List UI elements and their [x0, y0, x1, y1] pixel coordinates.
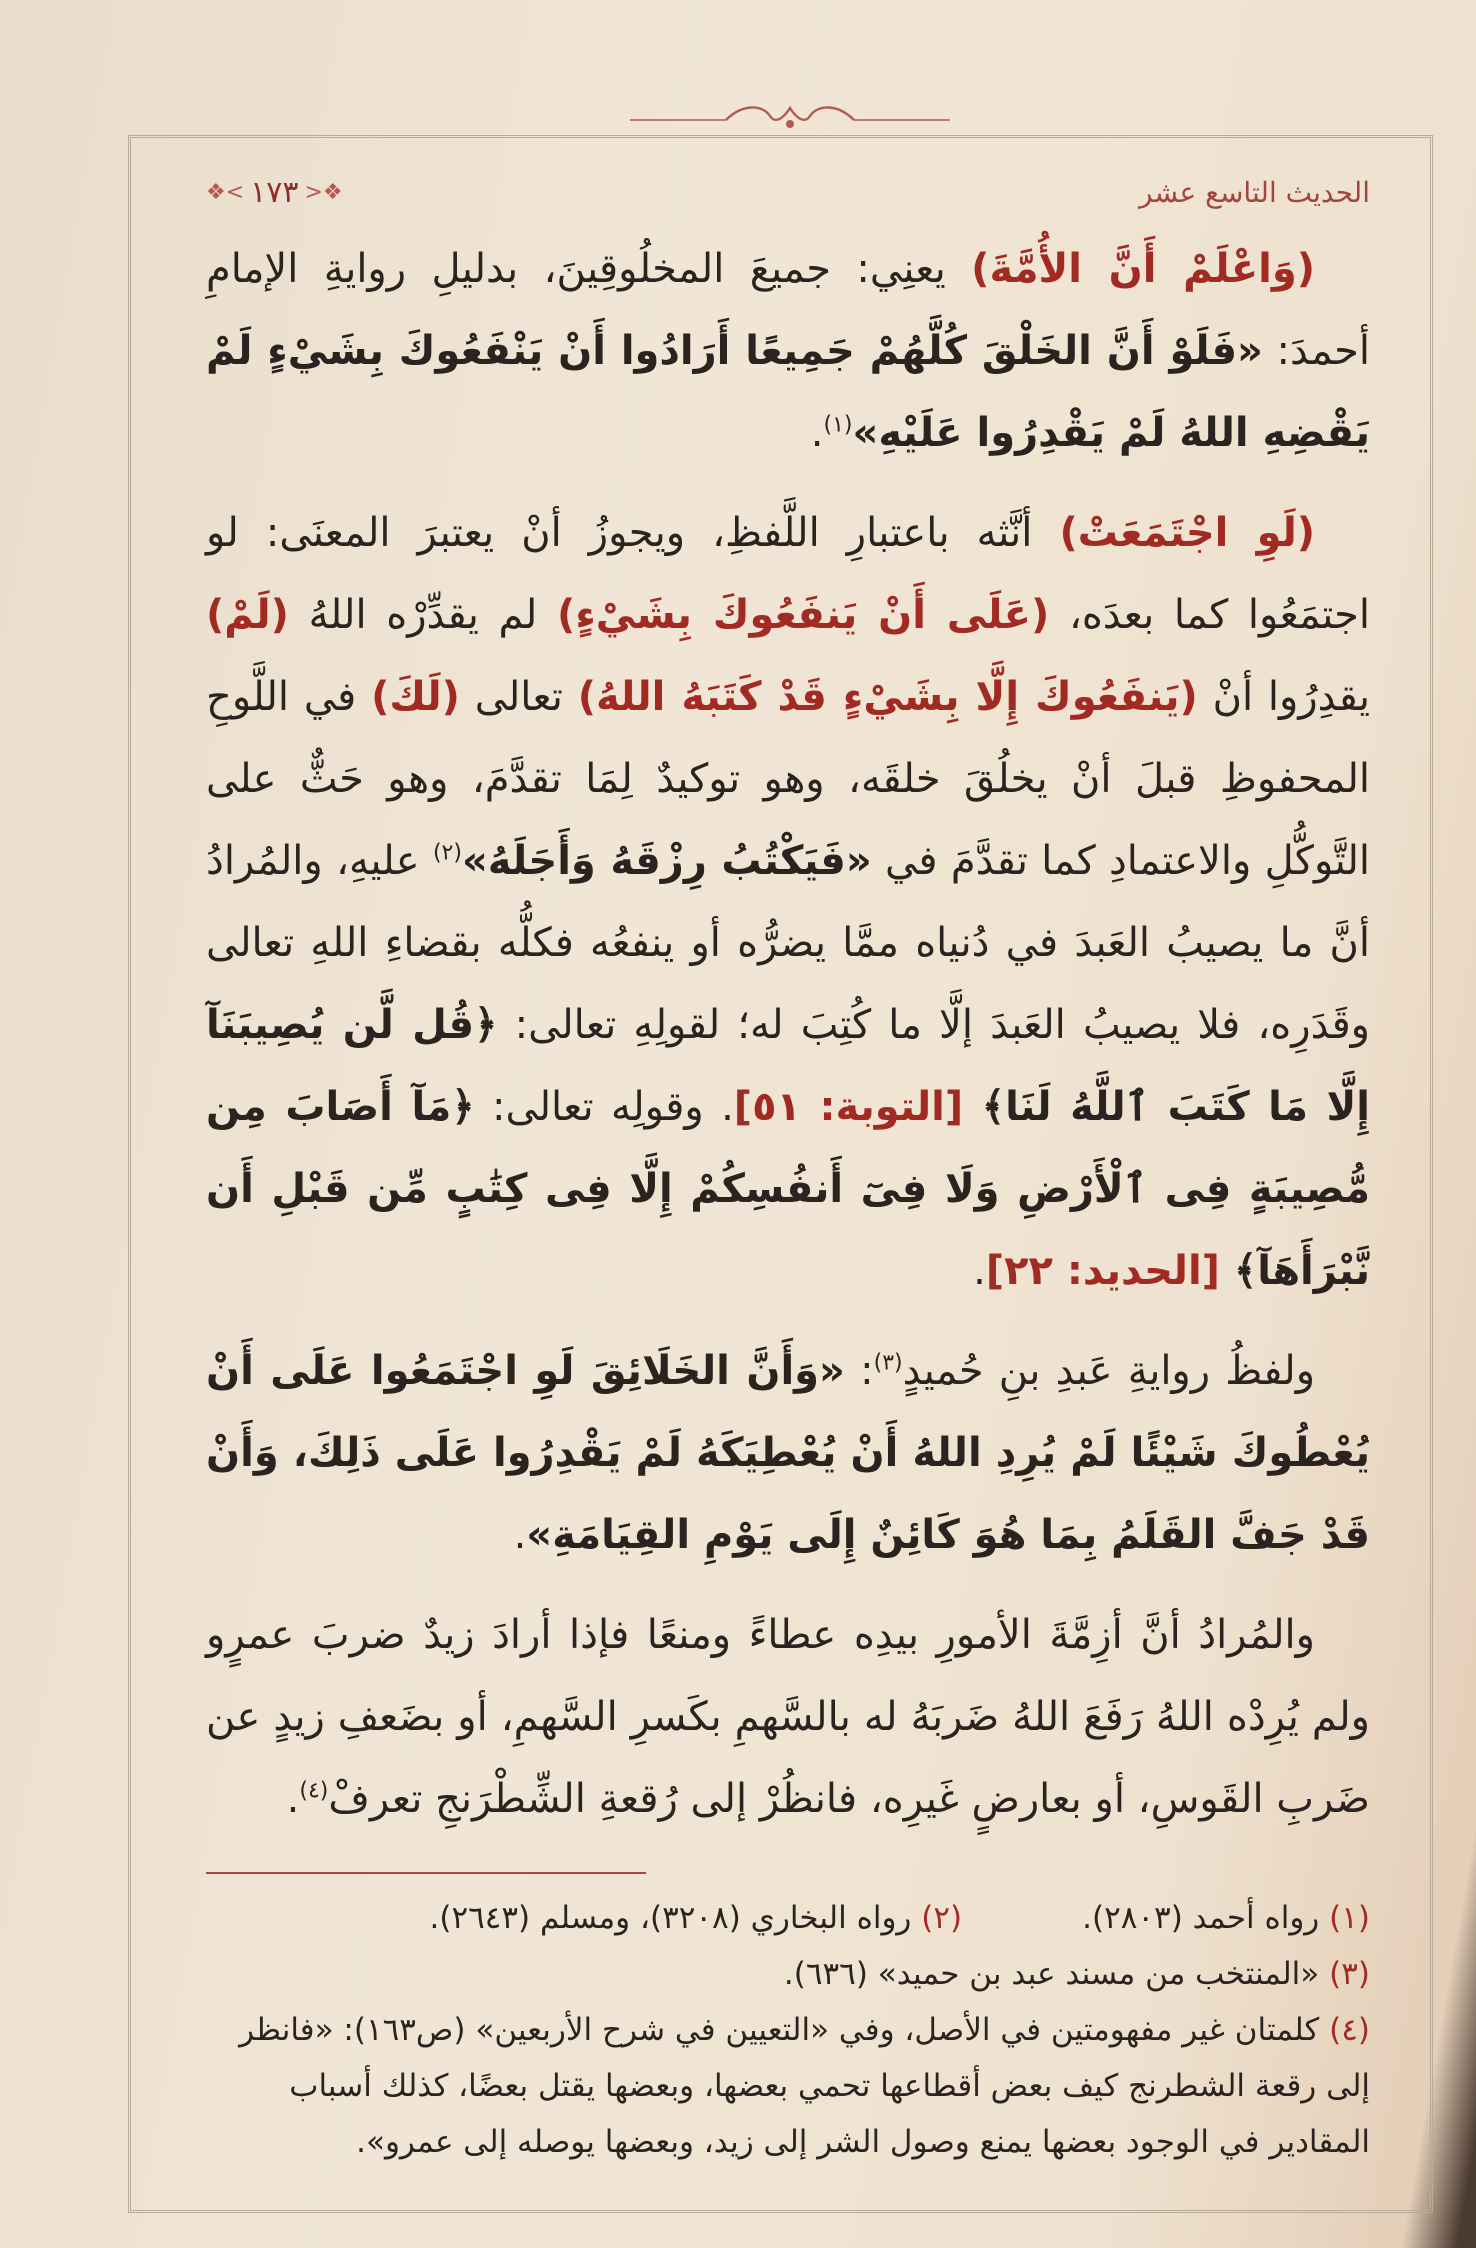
text-segment: ولفظُ روايةِ عَبدِ بنِ حُميدٍ	[902, 1348, 1316, 1394]
footnote-divider	[206, 1872, 646, 1874]
footnote-text: رواه البخاري (٣٢٠٨)، ومسلم (٢٦٤٣).	[429, 1900, 912, 1936]
matn-quote: (عَلَى أَنْ يَنفَعُوكَ بِشَيْءٍ)	[557, 592, 1050, 638]
footnote-2	[429, 1890, 962, 1946]
hadith-quote: «وَأَنَّ الخَلَائِقَ لَوِ اجْتَمَعُوا عَلَى أَنْ يُعْطُوكَ شَيْئًا لَمْ يُرِدِ اللهُ أَنْ يُعْطِيَكَهُ لَمْ يَقْدِرُوا عَلَى ذَلِكَ، وَأَنْ قَدْ جَفَّ القَلَمُ بِمَا هُوَ كَائِنٌ إِلَى يَوْمِ القِيَامَةِ»	[206, 1348, 1370, 1558]
matn-quote: (يَنفَعُوكَ إِلَّا بِشَيْءٍ قَدْ كَتَبَهُ اللهُ)	[577, 674, 1198, 720]
page-header	[206, 168, 1370, 218]
matn-quote: (لَمْ)	[206, 592, 289, 638]
footnote-4	[206, 2002, 1370, 2170]
paragraph	[206, 1594, 1370, 1840]
footnote-text: رواه أحمد (٢٨٠٣).	[1082, 1900, 1320, 1936]
matn-quote: (لَوِ اجْتَمَعَتْ)	[1059, 510, 1315, 556]
text-segment: :	[844, 1348, 874, 1394]
footnote-number: (٣)	[1329, 1956, 1370, 1992]
running-title: الحديث التاسع عشر	[1139, 176, 1370, 210]
text-segment: والمُرادُ أنَّ أزِمَّةَ الأمورِ بيدِه عطاءً ومنعًا فإذا أرادَ زيدٌ ضربَ عمرٍو ولم يُرِدْه اللهُ رَفَعَ اللهُ ضَربَهُ له بالسَّهمِ بكَسرِ السَّهمِ، أو بضَعفِ زيدٍ عن ضَربِ القَوسِ، أو بعارضٍ غَيرِه، فانظُرْ إلى رُقعةِ الشِّطْرَنجِ تعرفْ	[206, 1612, 1370, 1822]
text-segment: عليهِ، والمُرادُ أنَّ ما يصيبُ العَبدَ في دُنياه ممَّا يضرُّه أو ينفعُه فكلُّه بقضاءِ اللهِ تعالى وقَدَرِه، فلا يصيبُ العَبدَ إلَّا ما كُتِبَ له؛ لقولِهِ تعالى:	[206, 838, 1370, 1048]
footnote-number: (١)	[1329, 1900, 1370, 1936]
text-segment: . وقولِه تعالى:	[474, 1084, 734, 1130]
footnote-number: (٤)	[1329, 2012, 1370, 2048]
text-segment: يقدِرُوا أنْ	[1197, 674, 1371, 720]
footnote-text: كلمتان غير مفهومتين في الأصل، وفي «التعيين في شرح الأربعين» (ص١٦٣): «فانظر إلى رقعة الشطرنج كيف بعض أقطاعها تحمي بعضها، وبعضها يقتل بعضًا، كذلك أسباب المقادير في الوجود بعضها يمنع وصول الشر إلى زيد، وبعضها يوصله إلى عمرو».	[239, 2012, 1370, 2160]
footnote-ref: (٤)	[299, 1778, 329, 1804]
ornament-left-icon: ❖<	[206, 179, 245, 205]
paragraph	[206, 228, 1370, 474]
text-segment: .	[513, 1512, 527, 1558]
hadith-quote: «فَلَوْ أَنَّ الخَلْقَ كُلَّهُمْ جَمِيعًا أَرَادُوا أَنْ يَنْفَعُوكَ بِشَيْءٍ لَمْ يَقْضِهِ اللهُ لَمْ يَقْدِرُوا عَلَيْهِ»	[206, 328, 1370, 456]
matn-quote: [الحديد: ٢٢]	[985, 1248, 1234, 1294]
matn-quote: (وَاعْلَمْ أَنَّ الأُمَّةَ)	[971, 246, 1315, 292]
text-segment: لم يقدِّرْه اللهُ	[288, 592, 558, 638]
text-segment: .	[973, 1248, 986, 1294]
text-segment: .	[286, 1776, 300, 1822]
footnote-ref: (٢)	[432, 840, 462, 866]
matn-quote: (لَكَ)	[371, 674, 460, 720]
page-frame	[128, 135, 1433, 2213]
footnotes	[206, 1890, 1370, 2170]
ornament-right-icon: >❖	[304, 179, 343, 205]
footnote-3	[206, 1946, 1370, 2002]
text-segment: في اللَّوحِ المحفوظِ قبلَ أنْ يخلُقَ خلقَه، وهو توكيدٌ لِمَا تقدَّمَ، وهو حَثٌّ على التَّوكُّلِ والاعتمادِ كما تقدَّمَ في	[206, 674, 1371, 884]
footnote-ref: (٣)	[873, 1350, 903, 1376]
main-text	[206, 228, 1370, 1858]
footnote-ref: (١)	[823, 412, 853, 438]
top-ornament-icon	[590, 100, 990, 140]
hadith-quote: ﴿قُل لَّن يُصِيبَنَآ إِلَّا مَا كَتَبَ ٱللَّهُ لَنَا﴾	[206, 1002, 1371, 1130]
footnote-row	[206, 1890, 1370, 1946]
footnote-text: «المنتخب من مسند عبد بن حميد» (٦٣٦).	[783, 1956, 1320, 1992]
text-segment: أنَّثه باعتبارِ اللَّفظِ، ويجوزُ أنْ يعتبرَ المعنَى: لو اجتمَعُوا كما بعدَه،	[206, 510, 1371, 638]
page-number	[206, 172, 343, 214]
matn-quote: [التوبة: ٥١]	[733, 1084, 982, 1130]
footnote-number: (٢)	[921, 1900, 963, 1936]
paragraph	[206, 1330, 1370, 1576]
page-number-text: ١٧٣	[250, 175, 299, 210]
text-segment: تعالى	[459, 674, 578, 720]
text-segment: .	[810, 410, 824, 456]
text-segment: يعنِي: جميعَ المخلُوقِينَ، بدليلِ روايةِ الإمامِ أحمدَ:	[206, 246, 1370, 374]
paragraph	[206, 492, 1370, 1312]
hadith-quote: «فَيَكْتُبُ رِزْقَهُ وَأَجَلَهُ»	[461, 838, 872, 884]
footnote-1	[1082, 1890, 1370, 1946]
hadith-quote: ﴿مَآ أَصَابَ مِن مُّصِيبَةٍ فِى ٱلْأَرْضِ وَلَا فِىٓ أَنفُسِكُمْ إِلَّا فِى كِتَٰبٍ مِّن قَبْلِ أَن نَّبْرَأَهَآ﴾	[206, 1084, 1370, 1294]
